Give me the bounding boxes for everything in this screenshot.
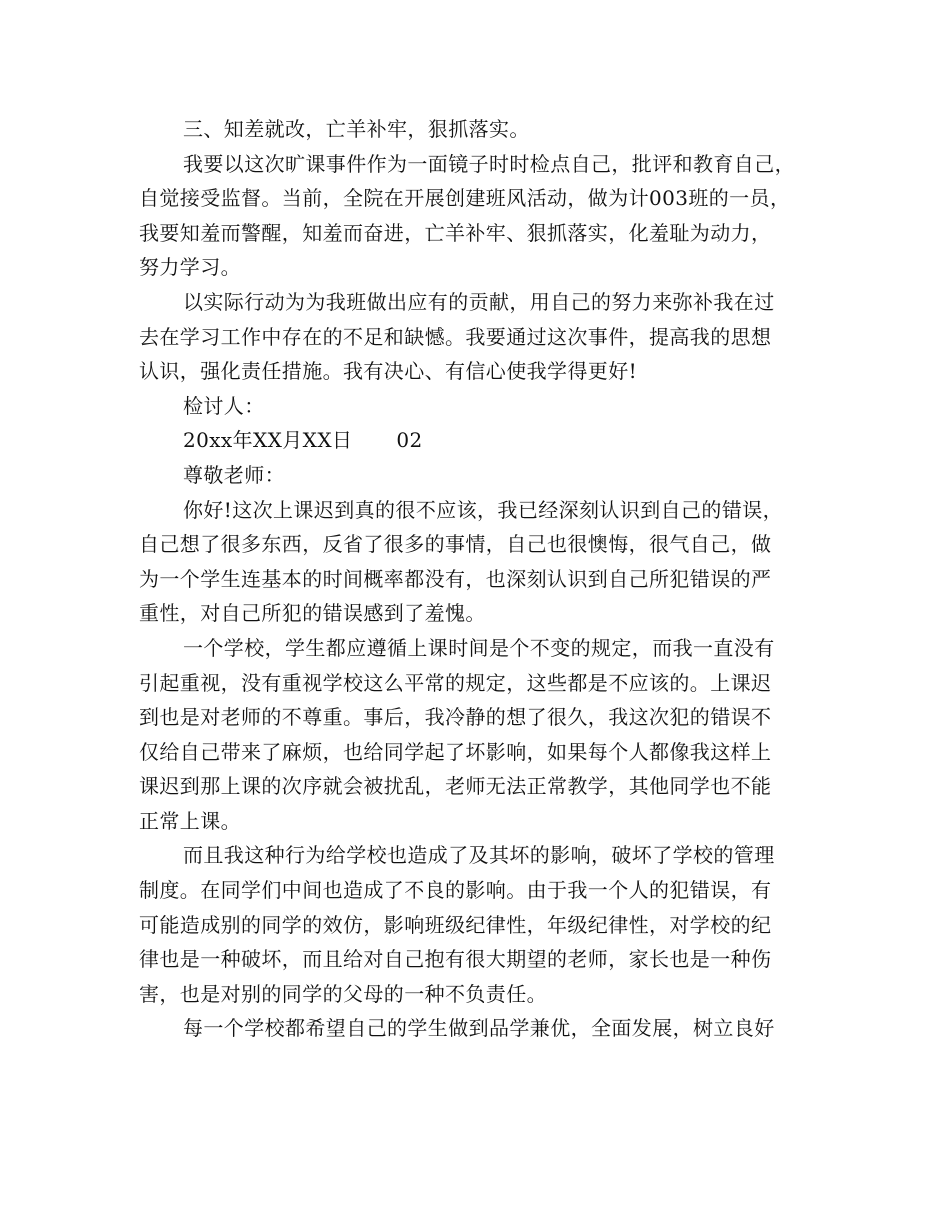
text-line: 每一个学校都希望自己的学生做到品学兼优，全面发展，树立良好	[183, 1016, 775, 1041]
text-line: 去在学习工作中存在的不足和缺憾。我要通过这次事件，提高我的思想	[139, 324, 772, 349]
text-line: 可能造成别的同学的效仿，影响班级纪律性，年级纪律性，对学校的纪	[139, 912, 772, 937]
salutation: 尊敬老师：	[183, 462, 285, 487]
text-line: 以实际行动为为我班做出应有的贡献，用自己的努力来弥补我在过	[183, 289, 775, 314]
text-line: 重性，对自己所犯的错误感到了羞愧。	[139, 601, 486, 626]
text-line: 引起重视，没有重视学校这么平常的规定，这些都是不应该的。上课迟	[139, 670, 772, 695]
text-line: 自己想了很多东西，反省了很多的事情，自己也很懊悔，很气自己，做	[139, 532, 772, 557]
date-text: 20xx年XX月XX日	[183, 428, 353, 453]
text-line: 努力学习。	[139, 255, 241, 280]
text-line: 而且我这种行为给学校也造成了及其坏的影响，破坏了学校的管理	[183, 843, 775, 868]
date-line	[139, 423, 822, 458]
text-line: 我要以这次旷课事件作为一面镜子时时检点自己，批评和教育自己，	[183, 151, 795, 176]
text-line: 制度。在同学们中间也造成了不良的影响。由于我一个人的犯错误，有	[139, 878, 772, 903]
text-line: 我要知羞而警醒，知羞而奋进，亡羊补牢、狠抓落实，化羞耻为动力，	[139, 220, 772, 245]
text-line: 仅给自己带来了麻烦，也给同学起了坏影响，如果每个人都像我这样上	[139, 739, 772, 764]
text-line: 你好!这次上课迟到真的很不应该，我已经深刻认识到自己的错误，	[183, 497, 784, 522]
text-line: 正常上课。	[139, 808, 241, 833]
section-number: 02	[396, 428, 423, 453]
text-line: 害，也是对别的同学的父母的一种不负责任。	[139, 981, 547, 1006]
text-line: 一个学校，学生都应遵循上课时间是个不变的规定，而我一直没有	[183, 635, 775, 660]
text-line: 律也是一种破坏，而且给对自己抱有很大期望的老师，家长也是一种伤	[139, 947, 772, 972]
text-line: 为一个学生连基本的时间概率都没有，也深刻认识到自己所犯错误的严	[139, 566, 772, 591]
signature-label: 检讨人：	[183, 393, 265, 418]
text-line: 自觉接受监督。当前，全院在开展创建班风活动，做为计003班的一员，	[139, 186, 791, 211]
text-line: 三、知差就改，亡羊补牢，狠抓落实。	[183, 117, 530, 141]
text-line: 课迟到那上课的次序就会被扰乱，老师无法正常教学，其他同学也不能	[139, 774, 772, 799]
text-line: 认识，强化责任措施。我有决心、有信心使我学得更好!	[139, 359, 638, 384]
text-line: 到也是对老师的不尊重。事后，我冷静的想了很久，我这次犯的错误不	[139, 705, 772, 730]
